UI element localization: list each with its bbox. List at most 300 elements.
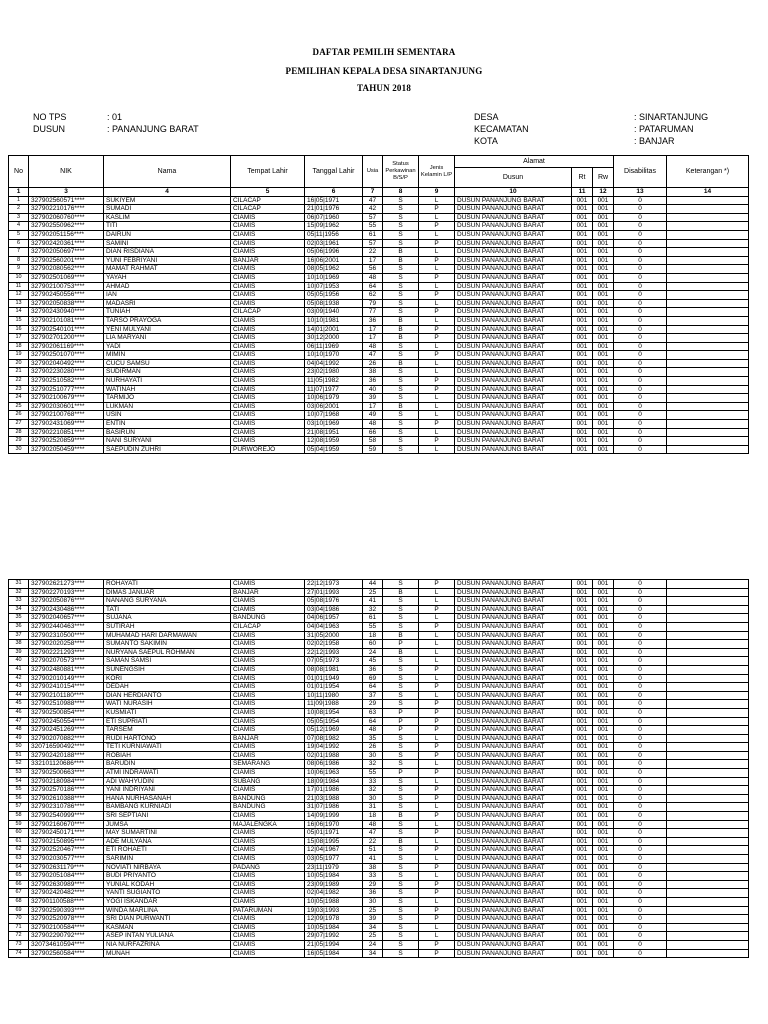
cell-jenis-kelamin: L [419, 394, 455, 403]
cell-keterangan [667, 299, 749, 308]
col-number: 4 [104, 188, 231, 197]
cell-row-no: 34 [9, 605, 29, 614]
cell-status-perkawinan: S [383, 760, 419, 769]
cell-status-perkawinan: B [383, 631, 419, 640]
cell-rw: 001 [593, 334, 614, 343]
cell-rw: 001 [593, 239, 614, 248]
cell-dusun: DUSUN PANANJUNG BARAT [455, 402, 572, 411]
cell-nama: KUSMIATI [104, 708, 231, 717]
cell-jenis-kelamin: P [419, 769, 455, 778]
cell-dusun: DUSUN PANANJUNG BARAT [455, 420, 572, 429]
cell-tempat-lahir: CIAMIS [231, 605, 305, 614]
cell-disabilitas: 0 [614, 334, 667, 343]
table-row [9, 614, 749, 623]
cell-status-perkawinan: S [383, 622, 419, 631]
cell-jenis-kelamin: P [419, 580, 455, 589]
cell-rw: 001 [593, 726, 614, 735]
dusun-label: DUSUN [33, 124, 66, 134]
cell-rt: 001 [572, 743, 593, 752]
cell-rw: 001 [593, 863, 614, 872]
cell-rw: 001 [593, 880, 614, 889]
cell-usia: 29 [363, 700, 383, 709]
cell-tanggal-lahir: 14|01|2001 [305, 325, 363, 334]
cell-dusun: DUSUN PANANJUNG BARAT [455, 820, 572, 829]
cell-rw: 001 [593, 915, 614, 924]
cell-keterangan [667, 605, 749, 614]
cell-tanggal-lahir: 11|05|1982 [305, 377, 363, 386]
cell-rw: 001 [593, 614, 614, 623]
cell-row-no: 58 [9, 812, 29, 821]
cell-row-no: 50 [9, 743, 29, 752]
cell-jenis-kelamin: P [419, 743, 455, 752]
cell-usia: 38 [363, 863, 383, 872]
cell-nik: 327902210176**** [29, 205, 104, 214]
cell-keterangan [667, 829, 749, 838]
cell-nik: 327902040492**** [29, 359, 104, 368]
cell-usia: 32 [363, 786, 383, 795]
cell-dusun: DUSUN PANANJUNG BARAT [455, 777, 572, 786]
cell-nama: NURHAYATI [104, 377, 231, 386]
cell-jenis-kelamin: L [419, 820, 455, 829]
header-no: No [9, 156, 29, 188]
cell-tempat-lahir: CIAMIS [231, 316, 305, 325]
cell-row-no: 52 [9, 760, 29, 769]
cell-keterangan [667, 691, 749, 700]
cell-nama: SUKIYEM [104, 196, 231, 205]
cell-nik: 327902450554**** [29, 717, 104, 726]
header-usia: Usia [363, 156, 383, 188]
cell-jenis-kelamin: L [419, 640, 455, 649]
cell-rt: 001 [572, 812, 593, 821]
table-row [9, 700, 749, 709]
cell-tempat-lahir: CIAMIS [231, 949, 305, 958]
cell-keterangan [667, 377, 749, 386]
cell-status-perkawinan: S [383, 872, 419, 881]
cell-usia: 34 [363, 923, 383, 932]
cell-usia: 24 [363, 940, 383, 949]
cell-tanggal-lahir: 21|03|1988 [305, 794, 363, 803]
dusun-value: : PANANJUNG BARAT [107, 124, 199, 134]
cell-nik: 327901100588**** [29, 897, 104, 906]
cell-disabilitas: 0 [614, 325, 667, 334]
cell-tempat-lahir: CIAMIS [231, 846, 305, 855]
cell-tempat-lahir: MAJALENGKA [231, 820, 305, 829]
cell-dusun: DUSUN PANANJUNG BARAT [455, 239, 572, 248]
cell-nik: 327902621273**** [29, 580, 104, 589]
cell-tempat-lahir: CIAMIS [231, 889, 305, 898]
cell-row-no: 2 [9, 205, 29, 214]
cell-tempat-lahir: CILACAP [231, 196, 305, 205]
cell-dusun: DUSUN PANANJUNG BARAT [455, 368, 572, 377]
cell-rw: 001 [593, 622, 614, 631]
cell-status-perkawinan: P [383, 769, 419, 778]
cell-disabilitas: 0 [614, 597, 667, 606]
cell-rt: 001 [572, 394, 593, 403]
table-row [9, 691, 749, 700]
cell-status-perkawinan: S [383, 377, 419, 386]
cell-usia: 48 [363, 820, 383, 829]
cell-nik: 327902150895**** [29, 837, 104, 846]
header-tanggal-lahir: Tanggal Lahir [305, 156, 363, 188]
cell-keterangan [667, 265, 749, 274]
cell-usia: 64 [363, 282, 383, 291]
cell-disabilitas: 0 [614, 855, 667, 864]
cell-nik: 327902070573**** [29, 657, 104, 666]
cell-nama: KASMAN [104, 923, 231, 932]
cell-tempat-lahir: PADANG [231, 863, 305, 872]
table-row [9, 940, 749, 949]
cell-usia: 66 [363, 428, 383, 437]
cell-rw: 001 [593, 949, 614, 958]
header-rt: Rt [572, 168, 593, 188]
cell-nik: 327902310786**** [29, 803, 104, 812]
table-row [9, 411, 749, 420]
cell-nama: YUNI FEBRIYANI [104, 256, 231, 265]
no-tps-label: NO TPS [33, 112, 67, 122]
cell-rw: 001 [593, 846, 614, 855]
cell-nik: 327902420188**** [29, 751, 104, 760]
cell-rw: 001 [593, 368, 614, 377]
cell-rw: 001 [593, 794, 614, 803]
table-row [9, 631, 749, 640]
cell-tempat-lahir: CIAMIS [231, 359, 305, 368]
cell-rt: 001 [572, 855, 593, 864]
cell-jenis-kelamin: P [419, 437, 455, 446]
meta-right [474, 111, 708, 147]
cell-row-no: 47 [9, 717, 29, 726]
table-row [9, 769, 749, 778]
cell-row-no: 25 [9, 402, 29, 411]
cell-usia: 56 [363, 265, 383, 274]
cell-keterangan [667, 394, 749, 403]
cell-status-perkawinan: S [383, 437, 419, 446]
cell-nik: 327902101180**** [29, 691, 104, 700]
cell-nama: YUNIAL KODAH [104, 880, 231, 889]
cell-tanggal-lahir: 12|09|1978 [305, 915, 363, 924]
cell-row-no: 4 [9, 222, 29, 231]
cell-rw: 001 [593, 411, 614, 420]
cell-nik: 327902540101**** [29, 325, 104, 334]
header-dusun: Dusun [455, 168, 572, 188]
cell-nik: 327902560584**** [29, 949, 104, 958]
cell-tempat-lahir: BANJAR [231, 734, 305, 743]
cell-rw: 001 [593, 769, 614, 778]
cell-nik: 327902440463**** [29, 622, 104, 631]
table-row [9, 683, 749, 692]
cell-tanggal-lahir: 03|04|1986 [305, 605, 363, 614]
cell-tanggal-lahir: 08|08|1981 [305, 665, 363, 674]
cell-row-no: 32 [9, 588, 29, 597]
cell-tanggal-lahir: 30|12|2000 [305, 334, 363, 343]
cell-rt: 001 [572, 614, 593, 623]
cell-row-no: 21 [9, 368, 29, 377]
cell-nama: ENTIN [104, 420, 231, 429]
cell-keterangan [667, 437, 749, 446]
table-row [9, 743, 749, 752]
cell-status-perkawinan: S [383, 222, 419, 231]
cell-dusun: DUSUN PANANJUNG BARAT [455, 906, 572, 915]
table-row [9, 368, 749, 377]
cell-nik: 327902050876**** [29, 597, 104, 606]
cell-keterangan [667, 640, 749, 649]
cell-nik: 327902060760**** [29, 213, 104, 222]
cell-row-no: 8 [9, 256, 29, 265]
cell-nama: WINDA MARLINA [104, 906, 231, 915]
cell-usia: 48 [363, 420, 383, 429]
cell-nama: SUNENGSIH [104, 665, 231, 674]
cell-nik: 327902160670**** [29, 820, 104, 829]
table-row [9, 751, 749, 760]
col-number: 1 [9, 188, 29, 197]
cell-tempat-lahir: CIAMIS [231, 940, 305, 949]
cell-tempat-lahir: CIAMIS [231, 812, 305, 821]
desa-value: : SINARTANJUNG [634, 112, 709, 122]
cell-disabilitas: 0 [614, 196, 667, 205]
cell-disabilitas: 0 [614, 906, 667, 915]
cell-keterangan [667, 316, 749, 325]
cell-keterangan [667, 580, 749, 589]
cell-tempat-lahir: CIAMIS [231, 855, 305, 864]
cell-nama: YENI MULYANI [104, 325, 231, 334]
cell-keterangan [667, 769, 749, 778]
cell-nama: KORI [104, 674, 231, 683]
cell-rw: 001 [593, 906, 614, 915]
cell-usia: 22 [363, 837, 383, 846]
cell-rt: 001 [572, 940, 593, 949]
cell-jenis-kelamin: P [419, 786, 455, 795]
cell-nik: 327902560571**** [29, 196, 104, 205]
cell-nik: 327902630989**** [29, 880, 104, 889]
cell-status-perkawinan: S [383, 196, 419, 205]
cell-tanggal-lahir: 31|07|1986 [305, 803, 363, 812]
cell-dusun: DUSUN PANANJUNG BARAT [455, 282, 572, 291]
cell-tanggal-lahir: 05|08|1938 [305, 299, 363, 308]
col-number: 14 [667, 188, 749, 197]
col-number: 6 [305, 188, 363, 197]
cell-status-perkawinan: P [383, 726, 419, 735]
table-row [9, 359, 749, 368]
cell-usia: 55 [363, 769, 383, 778]
cell-nik: 327902080562**** [29, 265, 104, 274]
cell-nama: YADI [104, 342, 231, 351]
table-row [9, 897, 749, 906]
cell-dusun: DUSUN PANANJUNG BARAT [455, 717, 572, 726]
cell-nama: SUTIRAH [104, 622, 231, 631]
cell-jenis-kelamin: P [419, 717, 455, 726]
cell-disabilitas: 0 [614, 829, 667, 838]
cell-dusun: DUSUN PANANJUNG BARAT [455, 889, 572, 898]
cell-rw: 001 [593, 402, 614, 411]
cell-nik: 327902100753**** [29, 282, 104, 291]
cell-dusun: DUSUN PANANJUNG BARAT [455, 812, 572, 821]
cell-disabilitas: 0 [614, 411, 667, 420]
cell-rw: 001 [593, 359, 614, 368]
cell-tempat-lahir: CIAMIS [231, 402, 305, 411]
cell-rt: 001 [572, 880, 593, 889]
cell-dusun: DUSUN PANANJUNG BARAT [455, 708, 572, 717]
cell-dusun: DUSUN PANANJUNG BARAT [455, 597, 572, 606]
cell-tempat-lahir: CIAMIS [231, 923, 305, 932]
cell-rw: 001 [593, 923, 614, 932]
cell-tanggal-lahir: 12|04|1967 [305, 846, 363, 855]
table-row [9, 230, 749, 239]
kota-value: : BANJAR [634, 136, 675, 146]
cell-tanggal-lahir: 01|01|1954 [305, 683, 363, 692]
cell-rt: 001 [572, 256, 593, 265]
cell-jenis-kelamin: P [419, 949, 455, 958]
cell-status-perkawinan: S [383, 949, 419, 958]
cell-row-no: 36 [9, 622, 29, 631]
cell-rt: 001 [572, 222, 593, 231]
cell-keterangan [667, 803, 749, 812]
table-row [9, 265, 749, 274]
cell-nik: 327902510988**** [29, 700, 104, 709]
cell-tanggal-lahir: 02|01|1988 [305, 751, 363, 760]
cell-tempat-lahir: BANJAR [231, 256, 305, 265]
cell-tanggal-lahir: 10|05|1984 [305, 872, 363, 881]
cell-rw: 001 [593, 700, 614, 709]
cell-jenis-kelamin: P [419, 222, 455, 231]
cell-row-no: 45 [9, 700, 29, 709]
cell-nama: CUCU SAMSU [104, 359, 231, 368]
cell-usia: 36 [363, 889, 383, 898]
cell-tempat-lahir: CIAMIS [231, 597, 305, 606]
cell-tanggal-lahir: 21|01|1976 [305, 205, 363, 214]
cell-dusun: DUSUN PANANJUNG BARAT [455, 683, 572, 692]
cell-nik: 327902450171**** [29, 829, 104, 838]
cell-jenis-kelamin: P [419, 708, 455, 717]
cell-nama: DIAN RISDIANA [104, 248, 231, 257]
cell-row-no: 10 [9, 273, 29, 282]
cell-rt: 001 [572, 674, 593, 683]
cell-usia: 25 [363, 906, 383, 915]
cell-rt: 001 [572, 708, 593, 717]
cell-rw: 001 [593, 717, 614, 726]
cell-status-perkawinan: S [383, 351, 419, 360]
cell-rw: 001 [593, 837, 614, 846]
table-row [9, 622, 749, 631]
cell-rw: 001 [593, 674, 614, 683]
cell-rw: 001 [593, 631, 614, 640]
cell-keterangan [667, 597, 749, 606]
cell-keterangan [667, 674, 749, 683]
cell-dusun: DUSUN PANANJUNG BARAT [455, 631, 572, 640]
cell-tempat-lahir: CIAMIS [231, 230, 305, 239]
cell-nama: ADE MULYANA [104, 837, 231, 846]
cell-jenis-kelamin: L [419, 597, 455, 606]
cell-status-perkawinan: B [383, 648, 419, 657]
cell-rt: 001 [572, 820, 593, 829]
cell-tempat-lahir: CIAMIS [231, 437, 305, 446]
cell-nama: ROBIAH [104, 751, 231, 760]
cell-keterangan [667, 351, 749, 360]
cell-keterangan [667, 872, 749, 881]
cell-tempat-lahir: BANDUNG [231, 794, 305, 803]
cell-tempat-lahir: CIAMIS [231, 880, 305, 889]
cell-jenis-kelamin: L [419, 445, 455, 454]
cell-tempat-lahir: CIAMIS [231, 273, 305, 282]
cell-nik: 327902450556**** [29, 291, 104, 300]
cell-disabilitas: 0 [614, 820, 667, 829]
cell-disabilitas: 0 [614, 205, 667, 214]
cell-disabilitas: 0 [614, 786, 667, 795]
cell-tanggal-lahir: 14|09|1999 [305, 812, 363, 821]
voter-table-page-1 [8, 155, 749, 454]
cell-row-no: 71 [9, 923, 29, 932]
cell-nik: 327902500854**** [29, 708, 104, 717]
cell-keterangan [667, 256, 749, 265]
cell-row-no: 16 [9, 325, 29, 334]
cell-rw: 001 [593, 325, 614, 334]
cell-tanggal-lahir: 10|05|1984 [305, 923, 363, 932]
table-row [9, 325, 749, 334]
cell-rt: 001 [572, 205, 593, 214]
cell-rw: 001 [593, 205, 614, 214]
cell-rt: 001 [572, 351, 593, 360]
cell-status-perkawinan: S [383, 420, 419, 429]
cell-row-no: 20 [9, 359, 29, 368]
cell-tanggal-lahir: 10|06|1979 [305, 394, 363, 403]
cell-rt: 001 [572, 342, 593, 351]
cell-rt: 001 [572, 437, 593, 446]
cell-tempat-lahir: SEMARANG [231, 760, 305, 769]
cell-jenis-kelamin: P [419, 665, 455, 674]
cell-disabilitas: 0 [614, 717, 667, 726]
cell-dusun: DUSUN PANANJUNG BARAT [455, 932, 572, 941]
cell-rw: 001 [593, 248, 614, 257]
table-row [9, 837, 749, 846]
cell-disabilitas: 0 [614, 273, 667, 282]
cell-nik: 327902420361**** [29, 239, 104, 248]
cell-status-perkawinan: B [383, 248, 419, 257]
cell-nama: TARMIJO [104, 394, 231, 403]
cell-row-no: 63 [9, 855, 29, 864]
cell-rw: 001 [593, 282, 614, 291]
cell-nik: 327902100584**** [29, 923, 104, 932]
cell-nik: 327902510582**** [29, 377, 104, 386]
cell-status-perkawinan: B [383, 325, 419, 334]
cell-nama: SUDIRMAN [104, 368, 231, 377]
cell-rw: 001 [593, 605, 614, 614]
cell-rt: 001 [572, 377, 593, 386]
cell-row-no: 11 [9, 282, 29, 291]
cell-nik: 327902101081**** [29, 316, 104, 325]
cell-row-no: 60 [9, 829, 29, 838]
cell-jenis-kelamin: P [419, 325, 455, 334]
table-row [9, 248, 749, 257]
cell-nama: BUDI PRIYANTO [104, 872, 231, 881]
cell-row-no: 69 [9, 906, 29, 915]
cell-keterangan [667, 665, 749, 674]
cell-disabilitas: 0 [614, 726, 667, 735]
cell-rw: 001 [593, 222, 614, 231]
cell-disabilitas: 0 [614, 351, 667, 360]
table-row [9, 334, 749, 343]
cell-disabilitas: 0 [614, 256, 667, 265]
cell-row-no: 31 [9, 580, 29, 589]
cell-rw: 001 [593, 437, 614, 446]
cell-status-perkawinan: S [383, 428, 419, 437]
cell-dusun: DUSUN PANANJUNG BARAT [455, 377, 572, 386]
cell-status-perkawinan: P [383, 717, 419, 726]
cell-dusun: DUSUN PANANJUNG BARAT [455, 640, 572, 649]
cell-tanggal-lahir: 27|01|1993 [305, 588, 363, 597]
cell-jenis-kelamin: P [419, 622, 455, 631]
cell-usia: 41 [363, 855, 383, 864]
cell-status-perkawinan: S [383, 205, 419, 214]
cell-usia: 61 [363, 230, 383, 239]
cell-rt: 001 [572, 316, 593, 325]
